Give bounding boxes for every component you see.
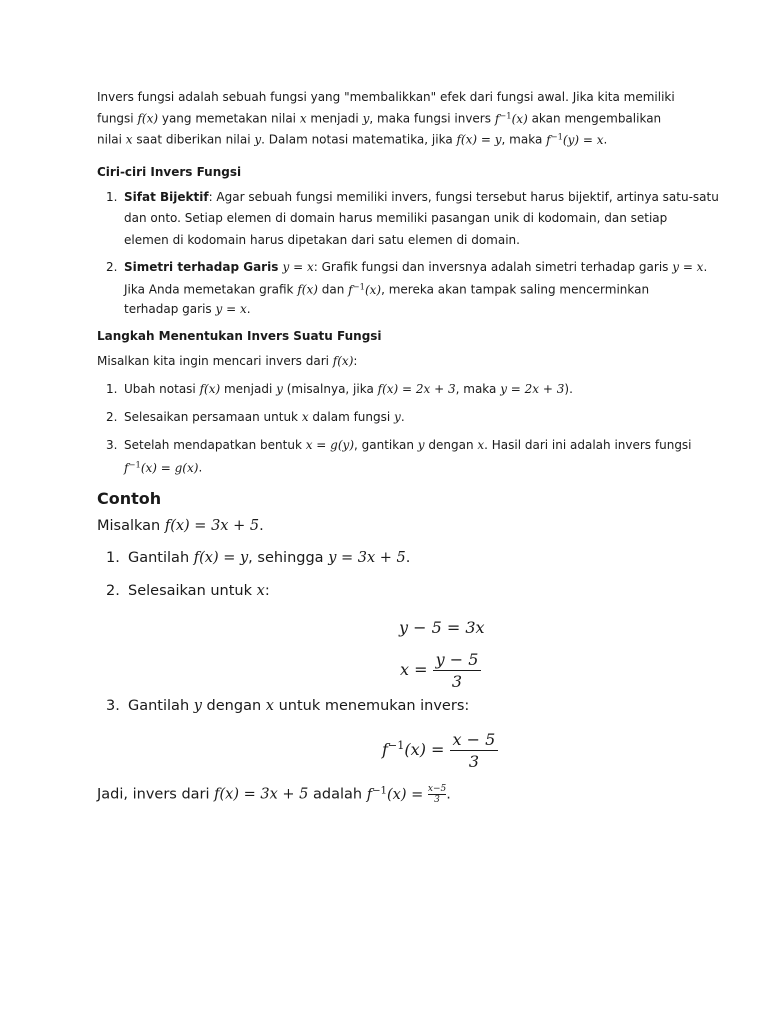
- text: Jika Anda memetakan grafik: [124, 282, 298, 297]
- text: :: [353, 354, 358, 368]
- math: (y) = x: [562, 132, 604, 147]
- text: . Hasil dari ini adalah invers fungsi: [484, 438, 692, 452]
- math-superscript: −1: [372, 784, 388, 796]
- text: .: [259, 518, 264, 534]
- bold-term: Simetri terhadap Garis: [124, 260, 283, 274]
- text: yang memetakan nilai: [158, 111, 300, 126]
- text: .: [198, 460, 203, 475]
- text: Misalkan: [97, 518, 165, 534]
- math: (x) =: [404, 740, 445, 759]
- math: [366, 784, 424, 803]
- text: Ubah notasi: [124, 382, 200, 396]
- text: menjadi: [306, 111, 363, 126]
- text: fungsi: [97, 111, 138, 126]
- langkah-intro: [97, 354, 357, 368]
- math: y = 2x + 3: [500, 382, 565, 396]
- math: (x): [364, 282, 382, 297]
- ciri-item-2-line-2: [124, 281, 649, 297]
- math: (x): [511, 111, 528, 126]
- math: y = x: [672, 260, 704, 274]
- ciri-item-2-line-3: [124, 302, 251, 316]
- math-superscript: −1: [499, 110, 512, 120]
- text: Gantilah: [128, 698, 194, 714]
- math: x: [477, 438, 485, 452]
- math: f(x) = y: [456, 132, 502, 147]
- text: ).: [564, 382, 573, 396]
- math: x: [299, 111, 307, 126]
- list-number: 3.: [106, 698, 120, 714]
- list-number: 2.: [106, 583, 120, 599]
- text: terhadap garis: [124, 302, 216, 316]
- equation-3: [382, 730, 498, 771]
- math: y: [362, 111, 370, 126]
- math: f: [124, 460, 129, 475]
- heading-contoh: Contoh: [97, 489, 162, 508]
- equation-1: y − 5 = 3x: [399, 618, 485, 637]
- math: [546, 133, 603, 147]
- text: dengan: [201, 698, 266, 714]
- math: f: [366, 786, 373, 803]
- math: f(x): [297, 282, 318, 297]
- list-number: 1.: [106, 550, 120, 566]
- text: , gantikan: [354, 438, 418, 452]
- text: .: [603, 132, 608, 147]
- text: adalah: [308, 786, 367, 803]
- math: y: [394, 410, 401, 424]
- ciri-item-1-line-2: dan onto. Setiap elemen di domain harus memiliki pasangan unik di kodomain, dan setiap: [124, 211, 668, 225]
- text: .: [446, 786, 451, 803]
- equation-2: [400, 650, 481, 691]
- list-number: 2.: [106, 260, 118, 274]
- text: .: [703, 260, 708, 274]
- fraction: [450, 730, 499, 771]
- text: Jadi, invers dari: [97, 786, 215, 803]
- contoh-intro: [97, 518, 264, 534]
- math: (x) = g(x): [140, 460, 199, 475]
- math: y = 3x + 5: [328, 550, 406, 566]
- math: x =: [400, 660, 428, 679]
- list-number: 2.: [106, 410, 118, 424]
- text: :: [264, 583, 270, 599]
- text: untuk menemukan invers:: [273, 698, 470, 714]
- ciri-item-2-line-1: [124, 260, 707, 274]
- text: Gantilah: [128, 550, 194, 566]
- text: akan mengembalikan: [527, 111, 662, 126]
- math-superscript: −1: [550, 131, 563, 141]
- intro-line-2: [97, 110, 661, 126]
- text: .: [405, 550, 411, 566]
- text: menjadi: [220, 382, 277, 396]
- intro-line-3: [97, 131, 607, 147]
- text: dan: [317, 282, 349, 297]
- list-number: 1.: [106, 382, 118, 396]
- text: nilai: [97, 132, 126, 147]
- fraction-numerator: x − 5: [452, 730, 496, 749]
- text: Misalkan kita ingin mencari invers dari: [97, 354, 333, 368]
- math: x: [265, 698, 274, 714]
- contoh-step-1: [128, 550, 410, 566]
- fraction-numerator: x−5: [427, 784, 447, 794]
- math: f(x) = 3x + 5: [214, 786, 309, 803]
- text: , maka: [501, 132, 547, 147]
- text: : Grafik fungsi dan inversnya adalah simetri terhadap garis: [313, 260, 673, 274]
- list-number: 3.: [106, 438, 118, 452]
- langkah-step-2: [124, 410, 405, 424]
- ciri-item-1-line-1: [124, 190, 719, 204]
- text: , maka fungsi invers: [369, 111, 495, 126]
- math: [124, 461, 198, 475]
- text: Setelah mendapatkan bentuk: [124, 438, 306, 452]
- math: y = x: [282, 260, 314, 274]
- math: f(x) = 2x + 3: [377, 382, 456, 396]
- math: f: [546, 132, 551, 147]
- math: x = g(y): [305, 438, 354, 452]
- math: f: [494, 111, 500, 126]
- langkah-step-3-line-2: [124, 459, 202, 475]
- math-superscript: −1: [387, 738, 405, 752]
- math: f: [382, 740, 388, 759]
- math: [348, 283, 381, 297]
- math-superscript: −1: [352, 281, 365, 291]
- math: f(x) = y: [193, 550, 249, 566]
- math: x: [301, 410, 309, 424]
- langkah-step-1: [124, 382, 573, 396]
- text: dengan: [424, 438, 478, 452]
- math-superscript: −1: [128, 459, 141, 469]
- fraction-denominator: 3: [451, 672, 463, 691]
- text: .: [246, 302, 251, 316]
- math: y: [276, 382, 283, 396]
- contoh-step-2: [128, 583, 270, 599]
- intro-line-1: [97, 90, 675, 104]
- math: y = x: [215, 302, 247, 316]
- text: . Dalam notasi matematika, jika: [261, 132, 457, 147]
- bold-term: Sifat Bijektif: [124, 190, 209, 204]
- intro-text: Invers fungsi adalah sebuah fungsi yang "membalikkan" efek dari fungsi awal. Jika kita memiliki: [97, 90, 675, 104]
- text: dalam fungsi: [308, 410, 395, 424]
- math: f(x): [199, 382, 221, 396]
- math: f(x): [137, 111, 159, 126]
- ciri-item-1-line-3: elemen di kodomain harus dipetakan dari satu elemen di domain.: [124, 233, 520, 247]
- langkah-step-3-line-1: [124, 438, 692, 452]
- math: [495, 112, 528, 126]
- text: saat diberikan nilai: [132, 132, 255, 147]
- fraction-denominator: 3: [434, 795, 440, 805]
- text: Selesaikan untuk: [128, 583, 257, 599]
- text: , mereka akan tampak saling mencerminkan: [381, 282, 650, 297]
- heading-ciri: Ciri-ciri Invers Fungsi: [97, 165, 242, 179]
- math: f: [348, 282, 353, 297]
- text: Selesaikan persamaan untuk: [124, 410, 302, 424]
- fraction: [433, 650, 482, 691]
- fraction-numerator: y − 5: [435, 650, 479, 669]
- inline-fraction: [428, 784, 446, 805]
- contoh-step-3: [128, 698, 469, 714]
- text: , sehingga: [248, 550, 329, 566]
- list-number: 1.: [106, 190, 118, 204]
- math: y: [417, 438, 425, 452]
- contoh-conclusion: [97, 784, 451, 805]
- math: y: [193, 698, 202, 714]
- text: : Agar sebuah fungsi memiliki invers, fungsi tersebut harus bijektif, artinya satu-satu: [208, 190, 719, 204]
- math: f(x): [332, 354, 354, 368]
- fraction-denominator: 3: [468, 752, 479, 771]
- math: f(x) = 3x + 5: [164, 518, 260, 534]
- heading-langkah: Langkah Menentukan Invers Suatu Fungsi: [97, 329, 382, 343]
- text: (misalnya, jika: [282, 382, 378, 396]
- text: .: [400, 410, 405, 424]
- math: y: [254, 132, 262, 147]
- math: (x) =: [387, 786, 424, 803]
- text: , maka: [455, 382, 501, 396]
- math: x: [256, 583, 265, 599]
- math: x: [125, 132, 133, 147]
